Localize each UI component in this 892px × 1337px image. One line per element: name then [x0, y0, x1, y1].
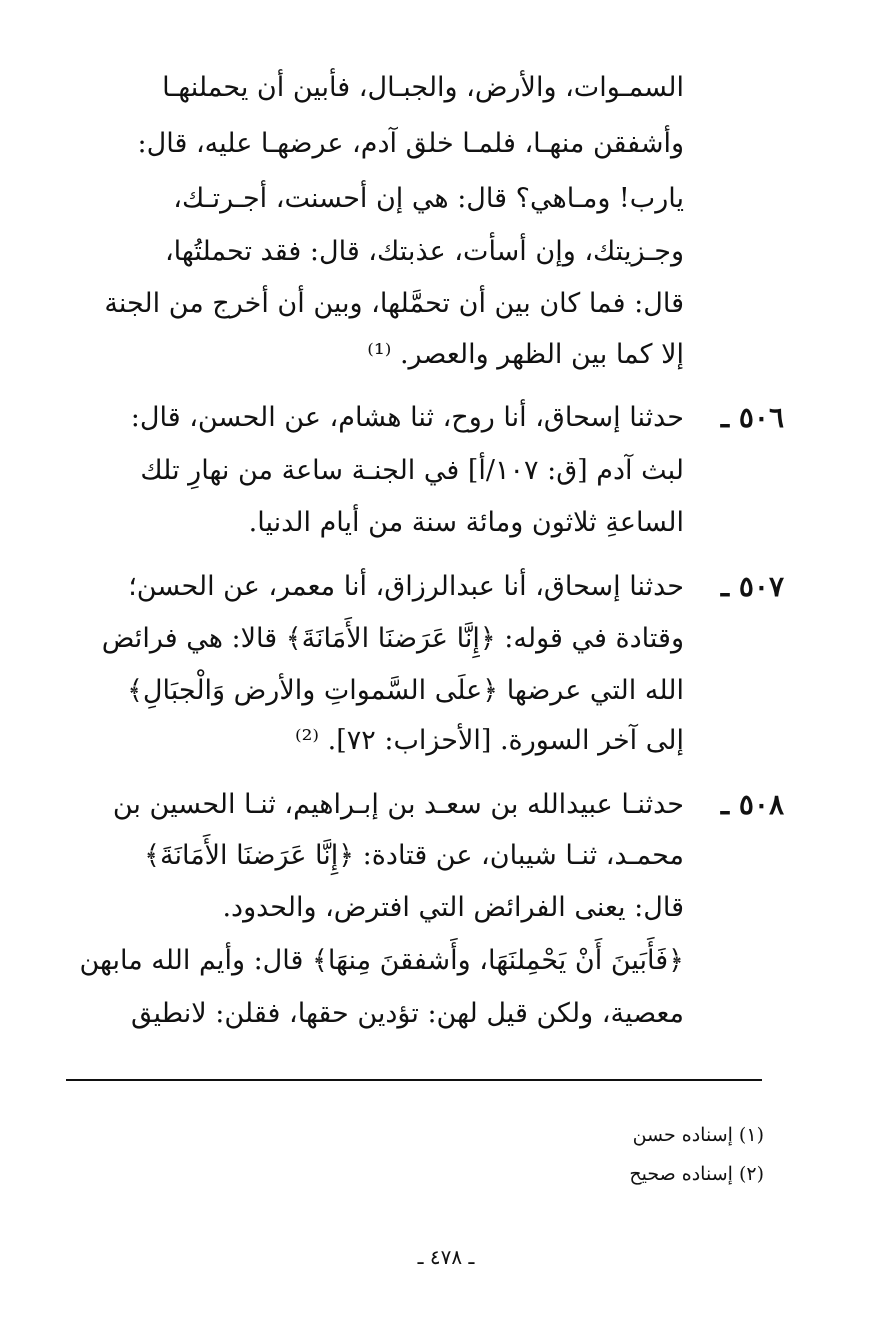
page-number: ـ ٤٧٨ ـ: [417, 1245, 475, 1269]
footnote: (٢) إسناده صحيح: [629, 1163, 764, 1185]
footnote-divider: [66, 1079, 762, 1081]
hadith-number: ٥٠٦ ـ: [720, 401, 784, 434]
text-line: محمـد، ثنـا شيبان، عن قتادة: ﴿إِنَّا عَرَضنَا الأَمَانَةَ﴾: [144, 840, 684, 871]
text-line: قال: فما كان بين أن تحمَّلها، وبين أن أخرج من الجنة: [104, 288, 684, 319]
footnote: (١) إسناده حسن: [632, 1124, 764, 1146]
text-line: يارب! ومـاهي؟ قال: هي إن أحسنت، أجـرتـك،: [173, 183, 684, 214]
text-line: معصية، ولكن قيل لهن: تؤدين حقها، فقلن: لانطيق: [130, 998, 684, 1029]
text-line: الله التي عرضها ﴿علَى السَّمواتِ والأرض وَالْجبَالِ﴾: [127, 675, 684, 706]
text-line: وجـزيتك، وإن أسأت، عذبتك، قال: فقد تحملتُها،: [164, 236, 684, 267]
text-line: حدثنا إسحاق، أنا عبدالرزاق، أنا معمر، عن الحسن؛: [128, 571, 684, 602]
text-line: ﴿فَأَبَينَ أَنْ يَحْمِلنَهَا، وأَشفقنَ مِنهَا﴾ قال: وأيم الله مابهن: [79, 945, 684, 976]
text-line: حدثنا إسحاق، أنا روح، ثنا هشام، عن الحسن، قال:: [130, 402, 684, 433]
text-line: إلا كما بين الظهر والعصر. ⁽¹⁾: [367, 339, 684, 370]
text-line: السمـوات، والأرض، والجبـال، فأبين أن يحملنهـا: [162, 72, 684, 103]
text-line: قال: يعنى الفرائض التي افترض، والحدود.: [222, 892, 684, 923]
text-line: حدثنـا عبيدالله بن سعـد بن إبـراهيم، ثنـا الحسين بن: [112, 789, 684, 820]
text-line: إلى آخر السورة. [الأحزاب: ٧٢]. ⁽²⁾: [294, 725, 684, 756]
text-line: الساعةِ ثلاثون ومائة سنة من أيام الدنيا.: [248, 507, 684, 538]
hadith-number: ٥٠٧ ـ: [720, 570, 784, 603]
text-line: وأشفقن منهـا، فلمـا خلق آدم، عرضهـا عليه، قال:: [137, 128, 684, 159]
text-line: لبث آدم [ق: ١٠٧/أ] في الجنـة ساعة من نهارِ تلك: [140, 455, 684, 486]
text-line: وقتادة في قوله: ﴿إِنَّا عَرَضنَا الأَمَانَةَ﴾ قالا: هي فرائض: [101, 623, 684, 654]
hadith-number: ٥٠٨ ـ: [720, 788, 784, 821]
